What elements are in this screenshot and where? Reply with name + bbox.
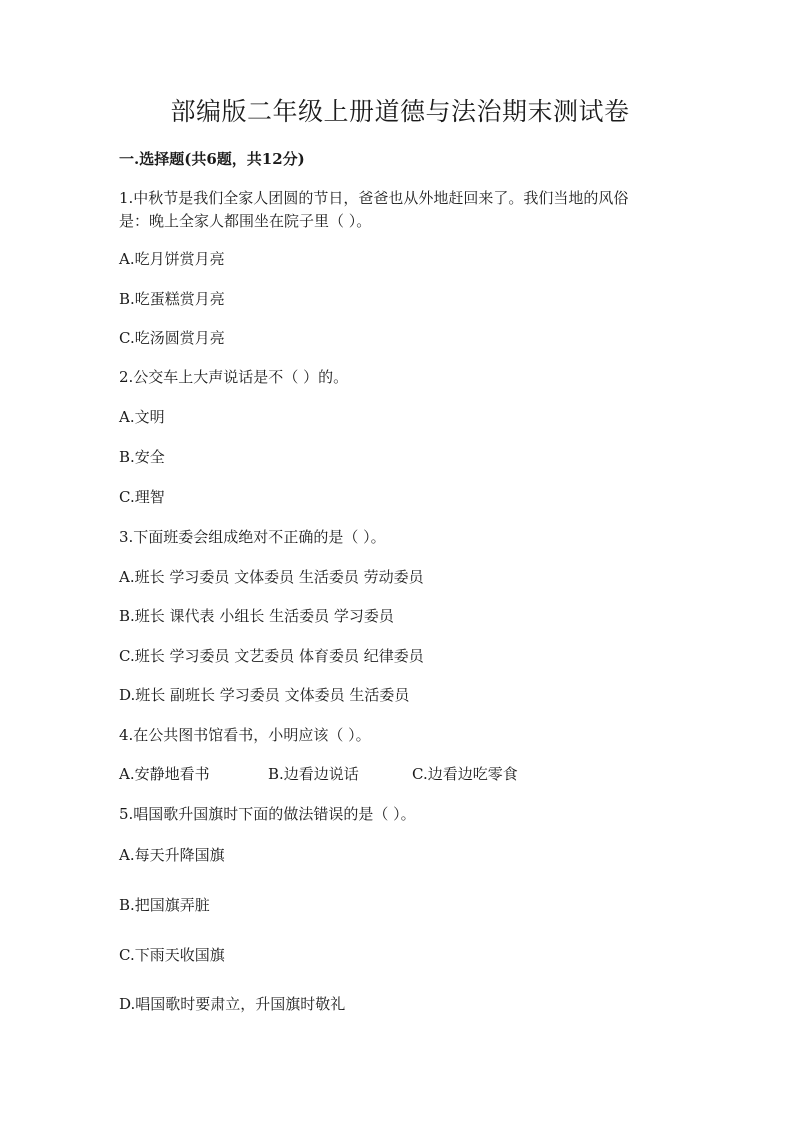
question-2-option-a: A.文明	[119, 408, 165, 426]
question-1-option-a: A.吃月饼赏月亮	[119, 250, 225, 268]
section-heading: 一.选择题(共6题，共12分)	[119, 150, 305, 168]
question-3-option-b: B.班长 课代表 小组长 生活委员 学习委员	[119, 607, 394, 625]
question-3-option-a: A.班长 学习委员 文体委员 生活委员 劳动委员	[119, 568, 424, 586]
question-2-option-c: C.理智	[119, 488, 165, 506]
question-2-option-b: B.安全	[119, 448, 165, 466]
question-5-option-d: D.唱国歌时要肃立，升国旗时敬礼	[119, 995, 346, 1013]
question-5-stem: 5.唱国歌升国旗时下面的做法错误的是（ ）。	[119, 805, 416, 823]
question-1-option-c: C.吃汤圆赏月亮	[119, 329, 225, 347]
question-4-option-b: B.边看边说话	[268, 765, 359, 783]
question-4-stem: 4.在公共图书馆看书，小明应该（ ）。	[119, 726, 371, 744]
question-3-option-d: D.班长 副班长 学习委员 文体委员 生活委员	[119, 686, 410, 704]
question-4-option-c: C.边看边吃零食	[412, 765, 518, 783]
question-4-options	[119, 763, 719, 785]
question-5-option-a: A.每天升降国旗	[119, 846, 225, 864]
question-5-option-b: B.把国旗弄脏	[119, 896, 210, 914]
exam-title: 部编版二年级上册道德与法治期末测试卷	[170, 97, 630, 126]
question-3-stem: 3.下面班委会组成绝对不正确的是（ ）。	[119, 528, 386, 546]
question-3-option-c: C.班长 学习委员 文艺委员 体育委员 纪律委员	[119, 647, 424, 665]
question-4-option-a: A.安静地看书	[119, 765, 210, 783]
question-2-stem: 2.公交车上大声说话是不（ ）的。	[119, 368, 349, 386]
question-1-stem-line-1: 1.中秋节是我们全家人团圆的节日，爸爸也从外地赶回来了。我们当地的风俗	[119, 189, 629, 207]
question-5-option-c: C.下雨天收国旗	[119, 946, 225, 964]
question-1-option-b: B.吃蛋糕赏月亮	[119, 290, 225, 308]
question-1-stem-line-2: 是：晚上全家人都围坐在院子里（ ）。	[119, 212, 372, 230]
